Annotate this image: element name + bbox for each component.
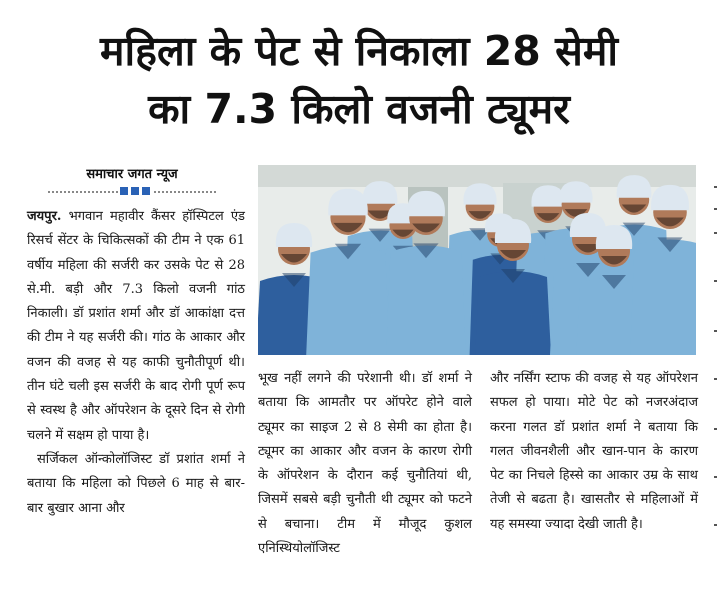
surgical-team-photo xyxy=(258,165,696,355)
team-member-body xyxy=(475,271,551,355)
article-paragraph-2 xyxy=(27,448,245,521)
byline-ornament xyxy=(48,185,216,199)
article-column-3-text: और नर्सिंग स्टाफ की वजह से यह ऑपरेशन सफल हो पाया। मोटे पेट को नजरअंदाज करना गलत डॉ प्रशांत शर्मा ने बताया कि गलत जीवनशैली और खान-पान के कारण पेट का निचले हिस्से का आकार उम्र के साथ तेजी से बढता है। खासतौर से महिलाओं में यह समस्या ज्यादा देखी जाती है। xyxy=(490,371,698,532)
byline: समाचार जगत न्यूज xyxy=(86,167,178,182)
dateline-place: जयपुर. xyxy=(27,209,62,224)
team-member-body xyxy=(630,240,696,356)
headline-line-2: का 7.3 किलो वजनी ट्यूमर xyxy=(148,85,570,133)
team-member-body xyxy=(386,246,466,356)
article-column-3 xyxy=(490,367,698,537)
article-paragraph-1-text: भगवान महावीर कैंसर हॉस्पिटल एंड रिसर्च सेंटर के चिकित्सकों की टीम ने एक 61 वर्षीय महिला की सर्जरी कर उसके पेट से 28 से.मी. बड़ी और 7.3 किलो वजनी गांठ निकाली। डॉ प्रशांत शर्मा और डॉ आकांक्षा दत्त की टीम ने यह सर्जरी की। गांठ के आकार और वजन की वजह से यह काफी चुनौतीपूर्ण थी। तीन घंटे चली इस सर्जरी के बाद रोगी पूर्ण रूप से स्वस्थ है और ऑपरेशन के दूसरे दिन से रोगी चलने में सक्षम हो पाया है। xyxy=(27,209,245,443)
article-column-1 xyxy=(27,205,245,521)
article-paragraph-1 xyxy=(27,205,245,448)
article-paragraph-2-text: सर्जिकल ऑन्कोलॉजिस्ट डॉ प्रशांत शर्मा ने बताया कि महिला को पिछले 6 माह से बार-बार बुखार आना और xyxy=(27,451,245,516)
headline xyxy=(0,22,718,138)
team-member-body xyxy=(306,246,390,355)
surgical-team-photo-graphic xyxy=(258,165,696,355)
article-column-2-text: भूख नहीं लगने की परेशानी थी। डॉ शर्मा ने बताया कि आमतौर पर ऑपरेट होने वाले ट्यूमर का साइज 2 से 8 सेमी का होता है। ट्यूमर का आकार और वजन के कारण रोगी के ऑपरेशन के दौरान कई चुनौतियां थी, जिसमें सबसे बड़ी चुनौती थी ट्यूमर को फटने से बचाना। टीम में मौजूद कुशल एनिस्थियोलॉजिस्ट xyxy=(258,371,472,557)
article-column-2 xyxy=(258,367,472,561)
headline-line-1: महिला के पेट से निकाला 28 सेमी xyxy=(100,27,618,75)
